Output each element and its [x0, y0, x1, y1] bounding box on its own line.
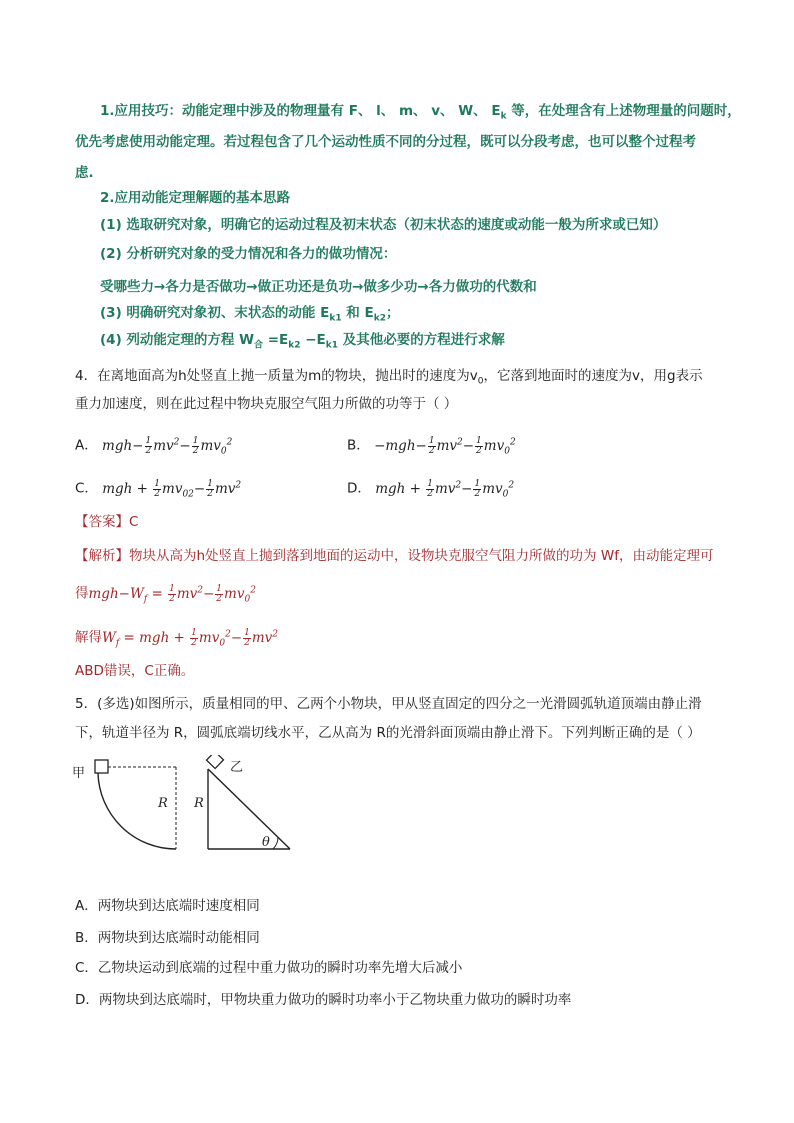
step-4-text-b: =E	[263, 332, 289, 348]
q4-option-a-formula: mgh− $\frac{1}{2}$ $mv^2-$ $\frac{1}{2}$ $mv_0^2$	[102, 435, 233, 457]
q4-stem-1-end: ，它落到地面时的速度为v，用g表示	[483, 368, 703, 384]
q4-analysis-label: 【解析】	[75, 548, 129, 564]
label-r-arc: R	[158, 796, 168, 811]
step-3-sub-2: k2	[373, 313, 386, 324]
step-3-text-a: (3) 明确研究对象初、末状态的动能 E	[100, 305, 330, 321]
q4-option-a[interactable]	[75, 432, 232, 461]
q4-answer	[75, 512, 138, 532]
q4-answer-label: 【答案】	[75, 514, 129, 530]
tip-1-text-end: 等，在处理含有上述物理量的问题时，	[506, 103, 741, 119]
q4-analysis-line-2	[75, 580, 256, 609]
tip-1-line-3: 虑.	[75, 165, 94, 181]
q4-option-d-formula: mgh + $\frac{1}{2}$ $mv^2-$ $\frac{1}{2}$ $mv_0^2$	[375, 478, 515, 500]
step-4-sub-3: k1	[325, 340, 339, 351]
q4-option-d[interactable]	[347, 475, 514, 504]
step-3-sub-1: k1	[329, 313, 342, 324]
q4-option-c[interactable]	[75, 475, 241, 504]
angle-arc	[273, 837, 278, 849]
step-2-chain: 受哪些力→各力是否做功→做正功还是负功→做多少功→各力做功的代数和	[100, 279, 537, 295]
step-1: (1) 选取研究对象，明确它的运动过程及初末状态（初末状态的速度或动能一般为所求或已知）	[100, 217, 667, 233]
block-jia	[95, 760, 108, 773]
q4-option-b[interactable]	[347, 432, 516, 461]
step-4-text-end: 及其他必要的方程进行求解	[338, 332, 505, 348]
q4-analysis-line-1	[75, 546, 713, 566]
step-3-text-mid: 和 E	[341, 305, 374, 321]
step-3-text-end: ；	[385, 305, 400, 321]
step-4-sub-1: 合	[254, 340, 264, 351]
q5-stem-line-2: 下，轨道半径为 R，圆弧底端切线水平，乙从高为 R的光滑斜面顶端由静止滑下。下列判断正确的是（ ）	[75, 725, 701, 741]
q5-option-b[interactable]: B．两物块到达底端时动能相同	[75, 930, 260, 946]
q4-solution-equation: $W_f$ = mgh + $\frac{1}{2}$ $mv_0^2-$ $\frac{1}{2}$ $mv^2$	[102, 627, 279, 649]
arc-track	[98, 773, 176, 849]
q4-stem-1-sub: 0	[477, 376, 484, 387]
q4-option-a-label: A．	[75, 437, 98, 454]
q4-analysis-prefix: 得	[75, 585, 89, 602]
q4-analysis-text-1: 物块从高为h处竖直上抛到落到地面的运动中，设物块克服空气阻力所做的功为 Wf，由动能定理可	[129, 548, 714, 564]
q4-analysis-equation: $mgh-W_f$ = $\frac{1}{2}$ $mv^2-$ $\frac{1}{2}$ $mv_0^2$	[88, 583, 256, 605]
label-r-incline: R	[194, 796, 204, 811]
tip-1-line-2: 优先考虑使用动能定理。若过程包含了几个运动性质不同的分过程，既可以分段考虑，也可以整个过程考	[75, 134, 696, 150]
step-3	[100, 303, 399, 329]
label-yi: 乙	[230, 760, 244, 775]
q4-conclusion: ABD错误，C正确。	[75, 663, 195, 679]
q4-stem-1: 4．在离地面高为h处竖直上抛一质量为m的物块，抛出时的速度为v	[75, 368, 478, 384]
q5-option-d[interactable]: D．两物块到达底端时，甲物块重力做功的瞬时功率小于乙物块重力做功的瞬时功率	[75, 992, 572, 1008]
tip-1-sub: k	[500, 111, 507, 122]
label-jia: 甲	[72, 766, 86, 781]
q4-stem-line-1	[75, 366, 703, 392]
q5-figure	[70, 755, 310, 855]
step-2: (2) 分析研究对象的受力情况和各力的做功情况：	[100, 246, 397, 262]
q5-option-a[interactable]: A．两物块到达底端时速度相同	[75, 898, 260, 914]
q4-option-b-formula: −mgh− $\frac{1}{2}$ $mv^2-$ $\frac{1}{2}$ $mv_0^2$	[374, 435, 516, 457]
step-4-sub-2: k2	[288, 340, 301, 351]
step-4-text-c: −E	[300, 332, 326, 348]
label-theta: θ	[262, 835, 270, 850]
tip-1-line-1	[100, 101, 741, 127]
q4-stem-line-2: 重力加速度，则在此过程中物块克服空气阻力所做的功等于（ ）	[75, 396, 458, 412]
step-4-text-a: (4) 列动能定理的方程 W	[100, 332, 255, 348]
q4-solution	[75, 624, 278, 653]
q4-answer-value: C	[129, 514, 139, 530]
step-4	[100, 330, 505, 356]
q5-stem-line-1: 5．(多选)如图所示，质量相同的甲、乙两个小物块，甲从竖直固定的四分之一光滑圆弧轨道顶端由静止滑	[75, 696, 702, 712]
q4-option-d-label: D．	[347, 480, 371, 497]
q5-option-c[interactable]: C．乙物块运动到底端的过程中重力做功的瞬时功率先增大后减小	[75, 960, 463, 976]
block-yi	[207, 755, 224, 768]
q4-solution-prefix: 解得	[75, 629, 102, 646]
tip-2-heading: 2.应用动能定理解题的基本思路	[100, 190, 291, 206]
q4-option-c-formula: mgh + $\frac{1}{2}$ $mv_{02}-$ $\frac{1}{2}$ $mv^2$	[102, 478, 242, 500]
tip-1-text-a: 1.应用技巧：动能定理中涉及的物理量有 F、 l、 m、 v、 W、 E	[100, 103, 501, 119]
q4-option-c-label: C．	[75, 480, 98, 497]
q4-option-b-label: B．	[347, 437, 370, 454]
